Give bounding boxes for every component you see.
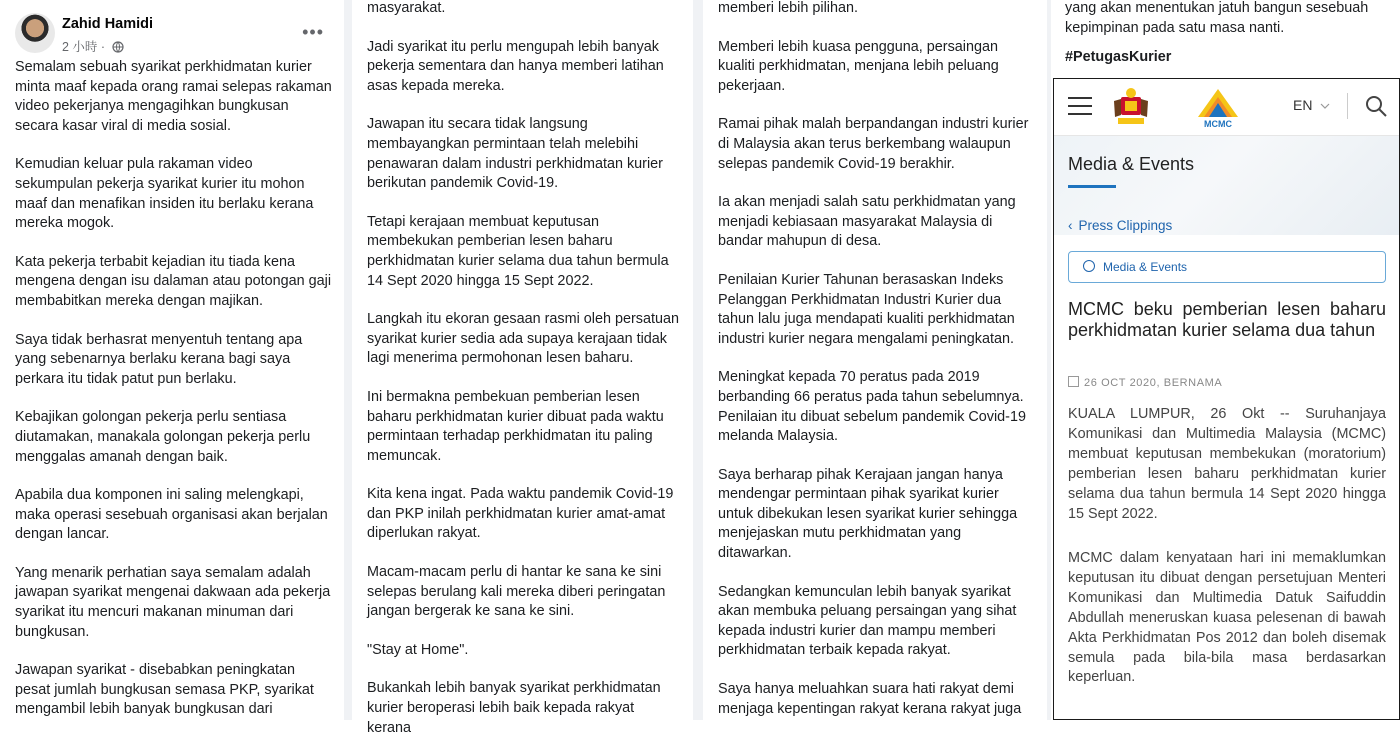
article-date-source: 26 OCT 2020, BERNAMA — [1084, 377, 1223, 389]
separator: · — [100, 40, 106, 54]
post-paragraph: Jawapan itu secara tidak langsung membayangkan permintaan telah melebihi penawaran dalam industri perkhidmatan kurier berikutan pandemik Covid-19. — [367, 116, 663, 192]
article-paragraph: MCMC dalam kenyataan hari ini memaklumkan keputusan itu dibuat dengan persetujuan Menteri Komunikasi dan Multimedia Datuk Saifuddin Abdullah meneruskan kuasa pelesenan di bawah Akta Perkhidmatan Pos 2012 dan boleh disemak semula pada bila-bila masa berdasarkan keperluan. — [1068, 550, 1386, 686]
circle-chevron-icon — [1083, 260, 1095, 272]
post-column-1 — [0, 0, 344, 720]
post-paragraph: "Stay at Home". — [367, 641, 469, 658]
breadcrumb-label: Press Clippings — [1078, 218, 1173, 233]
post-paragraph: Semalam sebuah syarikat perkhidmatan kurier minta maaf kepada orang ramai selepas rakaman video pekerjanya mengagihkan bungkusan secara kasar viral di media sosial. — [15, 59, 332, 134]
hashtag-link[interactable]: #PetugasKurier — [1065, 49, 1172, 66]
post-paragraph: Sedangkan kemunculan lebih banyak syarikat akan membuka peluang persaingan yang sihat kepada industri kurier dan mampu memberi perkhidmatan terbaik kepada rakyat. — [718, 583, 1017, 659]
article-title: MCMC beku pemberian lesen baharu perkhidmatan kurier selama dua tahun — [1068, 299, 1386, 340]
section-title: Media & Events — [1068, 154, 1195, 174]
post-paragraph: Penilaian Kurier Tahunan berasaskan Indeks Pelanggan Perkhidmatan Industri Kurier dua tahun lalu juga mendapati kualiti perkhidmatan industri kurier negara mengalami peningkatan. — [718, 271, 1015, 347]
post-paragraph: Kemudian keluar pula rakaman video sekumpulan pekerja syarikat kurier itu mohon maaf dan menafikan insiden itu berlaku kerana mereka mogok. — [15, 156, 314, 232]
mcmc-navbar — [1054, 79, 1399, 136]
post-paragraph: masyarakat. — [367, 0, 446, 16]
language-selector[interactable] — [1293, 97, 1330, 113]
mcmc-article-screenshot — [1053, 78, 1400, 720]
post-paragraph: Jadi syarikat itu perlu mengupah lebih banyak pekerja sementara dan hanya memberi latihan asas kepada mereka. — [367, 38, 664, 94]
post-paragraph: Meningkat kepada 70 peratus pada 2019 berbanding 66 peratus pada tahun sebelumnya. Penilaian itu dibuat sebelum pandemik Covid-19 melanda Malaysia. — [718, 369, 1026, 445]
post-paragraph: Saya tidak berhasrat menyentuh tentang apa yang sebenarnya berlaku kerana bagi saya perkara itu tidak patut pun berlaku. — [15, 331, 303, 387]
post-author[interactable]: Zahid Hamidi — [62, 16, 154, 32]
post-meta — [62, 37, 124, 55]
category-pill[interactable] — [1068, 251, 1386, 283]
post-time[interactable]: 2 小時 — [62, 40, 98, 54]
post-body-2 — [352, 0, 693, 738]
post-paragraph: Kita kena ingat. Pada waktu pandemik Covid-19 dan PKP inilah perkhidmatan kurier amat-amat diperlukan rakyat. — [367, 486, 674, 542]
breadcrumb-press-clippings[interactable] — [1068, 218, 1172, 233]
post-paragraph: Ramai pihak malah berpandangan industri kurier di Malaysia akan terus berkembang walaupun selepas pandemik Covid-19 berakhir. — [718, 116, 1029, 172]
post-paragraph: Saya hanya meluahkan suara hati rakyat demi menjaga kepentingan rakyat kerana rakyat juga — [718, 681, 1022, 717]
column-divider — [693, 0, 703, 720]
category-pill-label: Media & Events — [1103, 260, 1188, 274]
post-column-3 — [703, 0, 1047, 720]
post-header — [0, 0, 344, 58]
post-paragraph: Ini bermakna pembekuan pemberian lesen baharu perkhidmatan kurier dibuat pada waktu permintaan terhadap perkhidmatan itu paling memuncak. — [367, 388, 664, 464]
post-paragraph: Langkah itu ekoran gesaan rasmi oleh persatuan syarikat kurier sedia ada supaya kerajaan tidak lagi menerima permohonan lesen baharu. — [367, 311, 680, 367]
post-paragraph: memberi lebih pilihan. — [718, 0, 858, 16]
post-paragraph: Ia akan menjadi salah satu perkhidmatan yang menjadi kebiasaan masyarakat Malaysia di bandar mahupun di desa. — [718, 194, 1016, 250]
post-column-2 — [352, 0, 693, 736]
globe-icon — [112, 41, 124, 53]
post-paragraph: Memberi lebih kuasa pengguna, persaingan kualiti perkhidmatan, menjana lebih peluang pekerjaan. — [718, 38, 999, 94]
title-underline — [1068, 185, 1116, 188]
chevron-down-icon — [1320, 102, 1330, 110]
post-paragraph: Saya berharap pihak Kerajaan jangan hanya mendengar permintaan pihak syarikat kurier untuk dibekukan lesen syarikat kurier sehingga menjejaskan mutu perkhidmatan yang ditawarkan. — [718, 466, 1018, 562]
chevron-left-icon: ‹ — [1068, 218, 1073, 233]
post-paragraph: Kebajikan golongan pekerja perlu sentiasa diutamakan, manakala golongan pekerja perlu menggalas amanah dengan baik. — [15, 409, 311, 465]
hamburger-menu-icon[interactable] — [1068, 97, 1092, 115]
malaysia-crest-icon[interactable] — [1112, 87, 1150, 127]
language-label: EN — [1293, 97, 1313, 113]
post-paragraph: Yang menarik perhatian saya semalam adalah jawapan syarikat mengenai dakwaan ada pekerja syarikat itu mencuri makanan minuman dari bungkusan. — [15, 564, 331, 640]
mcmc-logo-text: MCMC — [1204, 119, 1232, 129]
more-options-button[interactable]: ••• — [302, 22, 324, 42]
nav-divider — [1347, 93, 1348, 119]
post-body-3 — [703, 0, 1047, 719]
avatar[interactable] — [15, 13, 55, 53]
post-body-1 — [0, 58, 344, 720]
post-paragraph: Jawapan syarikat - disebabkan peningkatan pesat jumlah bungkusan semasa PKP, syarikat mengambil lebih banyak bungkusan dari — [15, 662, 314, 718]
post-paragraph: Apabila dua komponen ini saling melengkapi, maka operasi sesebuah organisasi akan berjalan dengan lancar. — [15, 487, 328, 543]
article-paragraph: KUALA LUMPUR, 26 Okt -- Suruhanjaya Komunikasi dan Multimedia Malaysia (MCMC) membuat keputusan membekukan (moratorium) pemberian lesen baharu perkhidmatan kurier selama dua tahun bermula 14 Sept 2020 hingga 15 Sept 2022. — [1068, 406, 1386, 522]
search-icon[interactable] — [1364, 94, 1388, 118]
article-meta — [1068, 376, 1222, 389]
post-column-4 — [1051, 0, 1400, 720]
post-paragraph: Macam-macam perlu di hantar ke sana ke sini selepas berulang kali mereka diberi peringatan jangan bergerak ke sana ke sini. — [367, 564, 666, 620]
mcmc-logo[interactable] — [1192, 87, 1244, 129]
post-paragraph: Kata pekerja terbabit kejadian itu tiada kena mengena dengan isu dalaman atau potongan gaji membabitkan mereka dengan majikan. — [15, 253, 332, 309]
post-paragraph: Bukankah lebih banyak syarikat perkhidmatan kurier beroperasi lebih baik kepada rakyat kerana — [367, 680, 661, 736]
calendar-icon — [1068, 376, 1079, 387]
post-paragraph: Tetapi kerajaan membuat keputusan membekukan pemberian lesen baharu perkhidmatan kurier selama dua tahun bermula 14 Sept 2020 hingga 15 Sept 2022. — [367, 213, 669, 289]
post-paragraph: yang akan menentukan jatuh bangun sesebuah kepimpinan pada satu masa nanti. — [1065, 0, 1369, 36]
column-divider — [344, 0, 352, 720]
